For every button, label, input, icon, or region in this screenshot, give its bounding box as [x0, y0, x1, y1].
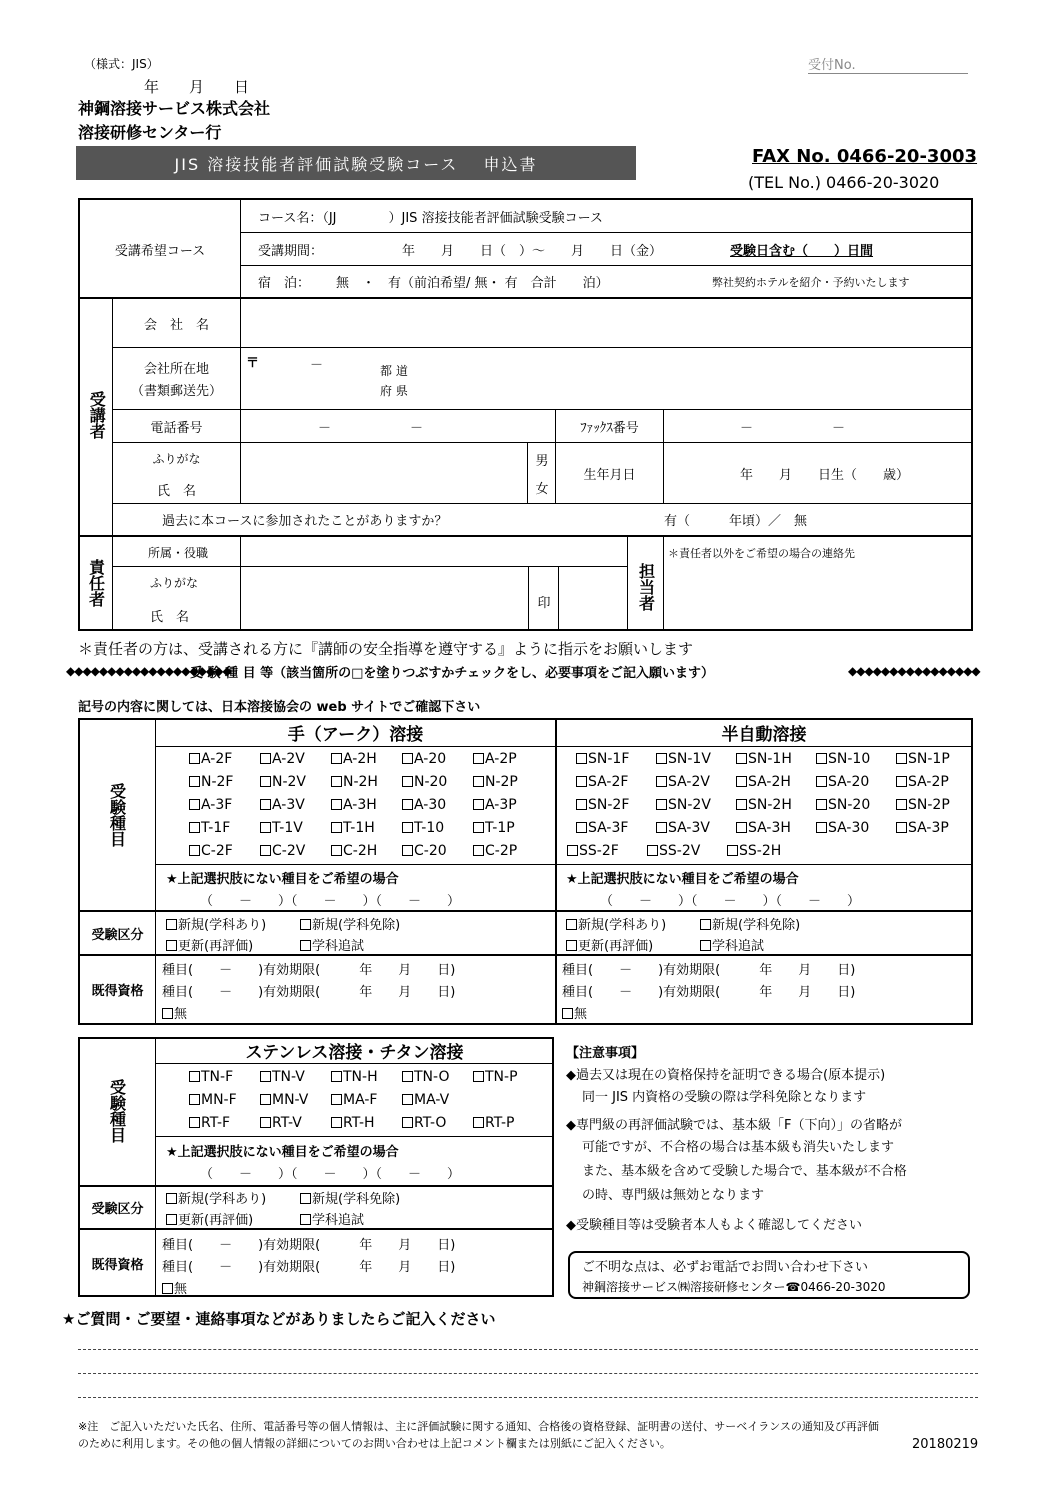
held-license-none[interactable]: 無 — [162, 1003, 187, 1022]
checkbox-icon — [331, 1117, 342, 1128]
semi-held-license-line-2[interactable]: 種目( － )有効期限( 年 月 日) — [562, 985, 856, 1000]
checkbox-icon — [189, 822, 200, 833]
checkbox-icon — [473, 799, 484, 810]
held-license-label: 既得資格 — [91, 983, 144, 999]
checkbox-icon — [736, 753, 747, 764]
stainless-option-checkbox[interactable] — [331, 1115, 375, 1131]
checkbox-icon — [473, 1117, 484, 1128]
name-label: 氏 名 — [156, 484, 196, 499]
checkbox-icon — [402, 1117, 413, 1128]
manual-arc-option-checkbox[interactable] — [260, 820, 303, 836]
semi-auto-option-label: SS-2V — [659, 843, 701, 859]
stainless-option-checkbox[interactable] — [260, 1092, 308, 1108]
checkbox-icon — [189, 1094, 200, 1105]
manual-arc-option-label: N-20 — [414, 774, 448, 790]
contact-line-1: ご不明な点は、必ずお電話でお問い合わせ下さい — [582, 1260, 869, 1275]
stainless-option-label: MA-V — [414, 1092, 450, 1108]
manual-arc-option-label: A-2P — [485, 751, 517, 767]
semi-auto-option-checkbox[interactable] — [656, 751, 711, 767]
semi-auto-header: 半自動溶接 — [721, 725, 807, 745]
checkbox-icon — [473, 776, 484, 787]
semi-auto-option-label: SN-10 — [828, 751, 871, 767]
checkbox-icon — [576, 776, 587, 787]
manual-arc-option-checkbox[interactable] — [473, 820, 515, 836]
stainless-option-checkbox[interactable] — [260, 1069, 305, 1085]
semi-auto-option-checkbox[interactable] — [727, 843, 781, 859]
manual-arc-option-checkbox[interactable] — [189, 820, 230, 836]
checkbox-icon — [402, 753, 413, 764]
semi-auto-option-label: SA-2V — [668, 774, 710, 790]
manual-arc-option-label: C-2F — [201, 843, 233, 859]
stainless-option-label: TN-O — [414, 1069, 450, 1085]
dept-label: 所属・役職 — [148, 545, 209, 560]
manager-side-label: 責任者 — [86, 559, 106, 607]
semi-auto-option-label: SA-2P — [908, 774, 949, 790]
kubun2-new-exempt[interactable]: 新規(学科免除) — [300, 1188, 400, 1207]
checkbox-icon — [402, 776, 413, 787]
semi-auto-option-checkbox[interactable] — [816, 797, 870, 813]
checkbox-icon — [473, 822, 484, 833]
checkbox-icon — [816, 799, 827, 810]
phone-dash-1[interactable]: － — [318, 421, 332, 436]
manual-arc-option-label: A-3H — [343, 797, 377, 813]
attention-line-7: ◆受験種目等は受験者本人もよく確認してください — [566, 1218, 862, 1233]
semi-auto-option-checkbox[interactable] — [896, 774, 949, 790]
comment-line-3[interactable] — [78, 1397, 978, 1398]
checkbox-icon — [331, 845, 342, 856]
checkbox-icon — [896, 776, 907, 787]
checkbox-icon — [896, 753, 907, 764]
semi-auto-option-label: SN-2P — [908, 797, 950, 813]
checkbox-icon — [331, 753, 342, 764]
checkbox-icon — [331, 799, 342, 810]
checkbox-icon — [260, 1117, 271, 1128]
stainless-option-label: TN-H — [343, 1069, 378, 1085]
kubun-new-with-theory[interactable]: 新規(学科あり) — [166, 914, 266, 933]
checkbox-icon — [331, 776, 342, 787]
contact-line-2: 神鋼溶接サービス㈱溶接研修センター☎0466-20-3020 — [582, 1280, 886, 1294]
semi-auto-option-label: SA-2H — [748, 774, 791, 790]
stainless-option-label: RT-V — [272, 1115, 302, 1131]
kubun2-retest[interactable]: 学科追試 — [300, 1209, 364, 1228]
manual-arc-option-checkbox[interactable] — [331, 774, 378, 790]
course-section-label: 受講希望コース — [114, 243, 206, 259]
attention-line-1: ◆過去又は現在の資格保持を証明できる場合(原本提示) — [566, 1068, 886, 1083]
kubun-new-exempt[interactable]: 新規(学科免除) — [300, 914, 400, 933]
stainless-option-label: MA-F — [343, 1092, 378, 1108]
semi-auto-option-checkbox[interactable] — [576, 797, 629, 813]
lodging-value[interactable]: 無 ・ 有（前泊希望/ 無・ 有 合計 泊） — [336, 276, 609, 291]
semi-kubun-new-with-theory[interactable]: 新規(学科あり) — [566, 914, 666, 933]
checkbox-icon — [260, 845, 271, 856]
comment-line-1[interactable] — [78, 1349, 978, 1350]
semi-auto-option-label: SS-2H — [739, 843, 782, 859]
stainless-option-checkbox[interactable] — [189, 1092, 237, 1108]
course-name[interactable]: コース名：（JJ ）JIS 溶接技能者評価試験受験コース — [258, 210, 603, 226]
checkbox-icon — [576, 799, 587, 810]
semi-kubun-retest[interactable]: 学科追試 — [700, 935, 764, 954]
other-request-label-2: ★上記選択肢にない種目をご希望の場合 — [166, 1145, 399, 1160]
semi-auto-option-label: SA-3V — [668, 820, 710, 836]
checkbox-icon — [656, 799, 667, 810]
manual-arc-option-checkbox[interactable] — [189, 843, 233, 859]
company-name: 神鋼溶接サービス株式会社 — [78, 99, 271, 118]
fax-label: ﾌｧｯｸｽ番号 — [580, 420, 639, 436]
manual-arc-option-label: C-2P — [485, 843, 518, 859]
postal-dash[interactable]: － — [310, 358, 324, 373]
checkbox-icon — [402, 1071, 413, 1082]
checkbox-icon — [473, 845, 484, 856]
manager-furigana-label: ふりがな — [150, 576, 199, 590]
semi-auto-option-label: SN-1H — [748, 751, 792, 767]
manual-arc-option-label: T-1V — [272, 820, 303, 836]
manual-arc-option-label: C-2V — [272, 843, 306, 859]
manual-arc-option-label: N-2P — [485, 774, 518, 790]
receipt-number: 受付No. — [808, 54, 968, 74]
manual-arc-option-checkbox[interactable] — [402, 820, 444, 836]
semi-auto-option-checkbox[interactable] — [736, 797, 792, 813]
semi-auto-option-checkbox[interactable] — [896, 797, 950, 813]
manual-arc-option-checkbox[interactable] — [331, 843, 377, 859]
checkbox-icon — [576, 822, 587, 833]
checkbox-icon — [656, 753, 667, 764]
manual-arc-option-label: T-1P — [485, 820, 515, 836]
checkbox-icon — [473, 1071, 484, 1082]
phone-label: 電話番号 — [150, 420, 203, 436]
dob-label: 生年月日 — [583, 467, 636, 483]
company-field[interactable] — [241, 299, 971, 347]
form-title: JIS 溶接技能者評価試験受験コース 申込書 — [76, 146, 636, 180]
manual-arc-option-checkbox[interactable] — [260, 797, 305, 813]
dob-value[interactable]: 年 月 日生（ 歳） — [740, 467, 910, 483]
stainless-option-checkbox[interactable] — [473, 1069, 518, 1085]
checkbox-icon — [260, 1071, 271, 1082]
past-participation-answer[interactable]: 有（ 年頃）／ 無 — [664, 514, 808, 529]
gender-female[interactable]: 女 — [535, 482, 549, 497]
exam-type-label: 受験種目 — [107, 783, 127, 847]
attention-line-3: ◆専門級の再評価試験では、基本級「F（下向）」の省略が — [566, 1118, 902, 1133]
exam-note: 記号の内容に関しては、日本溶接協会の web サイトでご確認下さい — [78, 700, 481, 715]
checkbox-icon — [816, 753, 827, 764]
prefecture-label-1: 都 道 — [380, 364, 408, 378]
address-sub-label: （書類郵送先） — [130, 384, 222, 399]
footer-note-2: のために利用します。その他の個人情報の詳細についてのお問い合わせは上記コメント欄または別紙にご記入ください。 — [78, 1437, 671, 1450]
manual-arc-option-checkbox[interactable] — [331, 797, 377, 813]
attention-title: 【注意事項】 — [566, 1046, 645, 1061]
semi-kubun-renewal[interactable]: 更新(再評価) — [566, 935, 653, 954]
attention-line-2: 同一 JIS 内資格の受験の際は学科免除となります — [582, 1090, 867, 1105]
checkbox-icon — [567, 845, 578, 856]
checkbox-icon — [656, 822, 667, 833]
checkbox-icon — [647, 845, 658, 856]
semi-auto-option-label: SN-2F — [588, 797, 630, 813]
manual-arc-option-checkbox[interactable] — [402, 751, 446, 767]
checkbox-icon — [189, 776, 200, 787]
semi-auto-option-label: SA-3F — [588, 820, 629, 836]
semi-auto-option-label: SN-2H — [748, 797, 792, 813]
semi-auto-option-checkbox[interactable] — [896, 820, 949, 836]
tel-number: (TEL No.) 0466-20-3020 — [748, 173, 940, 192]
checkbox-icon — [260, 799, 271, 810]
manual-arc-option-label: T-10 — [414, 820, 445, 836]
manual-arc-option-checkbox[interactable] — [331, 751, 377, 767]
semi-auto-option-checkbox[interactable] — [736, 774, 791, 790]
semi-auto-option-label: SA-2F — [588, 774, 629, 790]
semi-auto-option-label: SN-1P — [908, 751, 950, 767]
semi-held-license-none[interactable]: 無 — [562, 1003, 587, 1022]
checkbox-icon — [189, 1117, 200, 1128]
past-participation-question: 過去に本コースに参加されたことがありますか？ — [162, 514, 448, 529]
exam-type-label-2: 受験種目 — [107, 1079, 127, 1143]
semi-auto-option-checkbox[interactable] — [816, 820, 869, 836]
exam-category-label-2: 受験区分 — [91, 1202, 144, 1217]
semi-held-license-line-1[interactable]: 種目( － )有効期限( 年 月 日) — [562, 963, 856, 978]
semi-auto-option-label: SA-30 — [828, 820, 870, 836]
kubun-retest[interactable]: 学科追試 — [300, 935, 364, 954]
kubun2-new-with-theory[interactable]: 新規(学科あり) — [166, 1188, 266, 1207]
stainless-option-label: MN-F — [201, 1092, 237, 1108]
manual-arc-option-label: C-20 — [414, 843, 447, 859]
checkbox-icon — [736, 776, 747, 787]
stainless-option-checkbox[interactable] — [189, 1115, 230, 1131]
comment-line-2[interactable] — [78, 1373, 978, 1374]
manual-arc-option-checkbox[interactable] — [260, 751, 305, 767]
stainless-option-checkbox[interactable] — [473, 1115, 514, 1131]
semi-auto-option-label: SS-2F — [579, 843, 619, 859]
gender-male[interactable]: 男 — [535, 454, 549, 469]
manual-arc-option-label: N-2F — [201, 774, 234, 790]
manager-name-label: 氏 名 — [150, 610, 190, 625]
semi-auto-option-checkbox[interactable] — [656, 797, 711, 813]
manual-arc-option-label: A-20 — [414, 751, 447, 767]
checkbox-icon — [656, 776, 667, 787]
stainless-option-checkbox[interactable] — [402, 1069, 450, 1085]
manual-arc-option-checkbox[interactable] — [402, 843, 447, 859]
checkbox-icon — [331, 822, 342, 833]
manual-arc-option-checkbox[interactable] — [402, 797, 446, 813]
stainless-option-checkbox[interactable] — [260, 1115, 302, 1131]
period-value[interactable]: 年 月 日（ ）～ 月 日（金） — [402, 243, 663, 259]
kubun2-renewal[interactable]: 更新(再評価) — [166, 1209, 253, 1228]
checkbox-icon — [736, 799, 747, 810]
manual-arc-option-label: A-3P — [485, 797, 517, 813]
center-name: 溶接研修センター行 — [78, 123, 222, 142]
semi-auto-option-checkbox[interactable] — [816, 774, 869, 790]
semi-auto-option-checkbox[interactable] — [896, 751, 950, 767]
manual-arc-option-checkbox[interactable] — [189, 751, 232, 767]
manual-arc-option-checkbox[interactable] — [331, 820, 375, 836]
held-license2-line-1[interactable]: 種目( － )有効期限( 年 月 日) — [162, 1238, 456, 1253]
furigana-label: ふりがな — [152, 452, 201, 466]
semi-auto-option-checkbox[interactable] — [736, 820, 791, 836]
stainless-option-label: RT-P — [485, 1115, 515, 1131]
semi-auto-option-label: SA-3P — [908, 820, 949, 836]
semi-auto-option-checkbox[interactable] — [816, 751, 870, 767]
checkbox-icon — [260, 822, 271, 833]
address-label: 会社所在地 — [143, 362, 209, 377]
contact-side-label: 担当者 — [636, 563, 656, 611]
held-license-line-1[interactable]: 種目( － )有効期限( 年 月 日) — [162, 963, 456, 978]
stainless-option-label: RT-O — [414, 1115, 447, 1131]
footer-note-1: ※注 ご記入いただいた氏名、住所、電話番号等の個人情報は、主に評価試験に関する通知、合格後の資格登録、証明書の送付、サーベイランスの通知及び再評価 — [78, 1420, 879, 1433]
stainless-option-label: TN-P — [485, 1069, 518, 1085]
semi-auto-option-checkbox[interactable] — [656, 774, 710, 790]
period-note: 受験日含む（ ）日間 — [730, 243, 874, 259]
stainless-option-label: RT-H — [343, 1115, 375, 1131]
checkbox-icon — [260, 1094, 271, 1105]
checkbox-icon — [189, 799, 200, 810]
stainless-option-checkbox[interactable] — [331, 1092, 377, 1108]
manual-arc-option-checkbox[interactable] — [189, 774, 233, 790]
semi-auto-option-checkbox[interactable] — [736, 751, 792, 767]
checkbox-icon — [896, 799, 907, 810]
stainless-option-label: RT-F — [201, 1115, 231, 1131]
checkbox-icon — [402, 799, 413, 810]
stainless-option-label: MN-V — [272, 1092, 309, 1108]
checkbox-icon — [260, 776, 271, 787]
stainless-option-checkbox[interactable] — [402, 1092, 449, 1108]
held-license2-none[interactable]: 無 — [162, 1278, 187, 1297]
comments-label: ★ご質問・ご要望・連絡事項などがありましたらご記入ください — [62, 1310, 496, 1328]
contact-note: ＊責任者以外をご希望の場合の連絡先 — [668, 547, 855, 560]
semi-kubun-new-exempt[interactable]: 新規(学科免除) — [700, 914, 800, 933]
kubun-renewal[interactable]: 更新(再評価) — [166, 935, 253, 954]
seal-label: 印 — [537, 596, 551, 611]
checkbox-icon — [402, 1094, 413, 1105]
manual-arc-option-checkbox[interactable] — [473, 797, 517, 813]
attention-line-6: の時、専門級は無効となります — [582, 1188, 765, 1203]
manual-arc-option-label: N-2V — [272, 774, 307, 790]
stainless-option-label: TN-F — [201, 1069, 234, 1085]
semi-auto-option-checkbox[interactable] — [576, 751, 629, 767]
checkbox-icon — [473, 753, 484, 764]
company-label: 会 社 名 — [143, 317, 209, 333]
manual-arc-option-label: A-2H — [343, 751, 377, 767]
fax-number: FAX No. 0466-20-3003 — [752, 146, 978, 167]
checkbox-icon — [896, 822, 907, 833]
semi-auto-option-label: SN-1V — [668, 751, 711, 767]
manual-arc-option-checkbox[interactable] — [260, 774, 306, 790]
manual-arc-option-label: C-2H — [343, 843, 378, 859]
checkbox-icon — [189, 753, 200, 764]
manual-arc-option-label: A-2V — [272, 751, 305, 767]
manual-arc-option-checkbox[interactable] — [473, 843, 517, 859]
stainless-option-checkbox[interactable] — [402, 1115, 446, 1131]
checkbox-icon — [189, 845, 200, 856]
stainless-option-checkbox[interactable] — [331, 1069, 378, 1085]
manual-arc-option-label: T-1H — [343, 820, 375, 836]
manual-arc-option-label: A-2F — [201, 751, 233, 767]
checkbox-icon — [402, 845, 413, 856]
manual-arc-option-checkbox[interactable] — [260, 843, 305, 859]
stainless-option-label: TN-V — [272, 1069, 305, 1085]
fax-dash-2[interactable]: － — [832, 421, 846, 436]
fax-dash-1[interactable]: － — [740, 421, 754, 436]
manual-arc-option-label: A-3F — [201, 797, 233, 813]
manual-arc-option-checkbox[interactable] — [473, 751, 517, 767]
exam-category-label: 受験区分 — [91, 927, 144, 943]
manual-arc-option-label: N-2H — [343, 774, 378, 790]
semi-auto-option-label: SN-1F — [588, 751, 630, 767]
semi-auto-option-checkbox[interactable] — [567, 843, 619, 859]
attention-line-4: 可能ですが、不合格の場合は基本級も消失いたします — [582, 1140, 895, 1155]
manual-arc-option-label: A-3V — [272, 797, 305, 813]
attention-line-5: また、基本級を含めて受験した場合で、基本級が不合格 — [582, 1164, 907, 1179]
held-license2-line-2[interactable]: 種目( － )有効期限( 年 月 日) — [162, 1260, 456, 1275]
phone-dash-2[interactable]: － — [410, 421, 424, 436]
manual-arc-option-checkbox[interactable] — [473, 774, 518, 790]
checkbox-icon — [189, 1071, 200, 1082]
semi-auto-option-label: SN-20 — [828, 797, 871, 813]
held-license-label-2: 既得資格 — [91, 1257, 144, 1273]
checkbox-icon — [331, 1094, 342, 1105]
postal-mark: 〒 — [246, 356, 260, 371]
period-label: 受講期間： — [258, 243, 324, 259]
checkbox-icon — [727, 845, 738, 856]
semi-auto-option-checkbox[interactable] — [576, 820, 628, 836]
semi-auto-option-checkbox[interactable] — [647, 843, 700, 859]
prefecture-label-2: 府 県 — [380, 384, 408, 398]
other-request-blank[interactable]: （ － ）（ － ）（ － ） — [200, 894, 461, 909]
checkbox-icon — [402, 822, 413, 833]
held-license-line-2[interactable]: 種目( － )有効期限( 年 月 日) — [162, 985, 456, 1000]
stainless-option-checkbox[interactable] — [189, 1069, 233, 1085]
semi-auto-option-checkbox[interactable] — [656, 820, 710, 836]
semi-auto-option-checkbox[interactable] — [576, 774, 628, 790]
semi-auto-option-label: SA-20 — [828, 774, 870, 790]
checkbox-icon — [331, 1071, 342, 1082]
manual-arc-option-checkbox[interactable] — [189, 797, 232, 813]
form-code: 20180219 — [912, 1437, 979, 1452]
checkbox-icon — [260, 753, 271, 764]
stainless-titanium-header: ステンレス溶接・チタン溶接 — [245, 1043, 464, 1063]
manual-arc-option-label: A-30 — [414, 797, 447, 813]
semi-auto-option-label: SN-2V — [668, 797, 711, 813]
manual-arc-option-checkbox[interactable] — [402, 774, 447, 790]
style-label: （様式：JIS） — [84, 57, 159, 71]
other-request-label: ★上記選択肢にない種目をご希望の場合 — [166, 872, 399, 887]
trainee-side-label: 受講者 — [87, 391, 107, 439]
manager-notice: ＊責任者の方は、受講される方に『講師の安全指導を遵守する』ように指示をお願いします — [78, 640, 694, 658]
checkbox-icon — [736, 822, 747, 833]
other-request-blank-2[interactable]: （ － ）（ － ）（ － ） — [200, 1167, 461, 1182]
manual-arc-option-label: T-1F — [201, 820, 231, 836]
semi-other-request-blank[interactable]: （ － ）（ － ）（ － ） — [600, 894, 861, 909]
checkbox-icon — [576, 753, 587, 764]
exam-header: 受 験 種 目 等（該当箇所の□を塗りつぶすかチェックをし、必要事項をご記入願います） — [190, 666, 714, 681]
checkbox-icon — [816, 822, 827, 833]
lodging-note: 弊社契約ホテルを紹介・予約いたします — [712, 275, 910, 289]
checkbox-icon — [816, 776, 827, 787]
semi-other-request-label: ★上記選択肢にない種目をご希望の場合 — [566, 872, 799, 887]
date-line: 年 月 日 — [144, 78, 250, 96]
semi-auto-option-label: SA-3H — [748, 820, 791, 836]
lodging-label: 宿 泊： — [258, 276, 311, 291]
manual-arc-header: 手（アーク）溶接 — [287, 725, 424, 745]
